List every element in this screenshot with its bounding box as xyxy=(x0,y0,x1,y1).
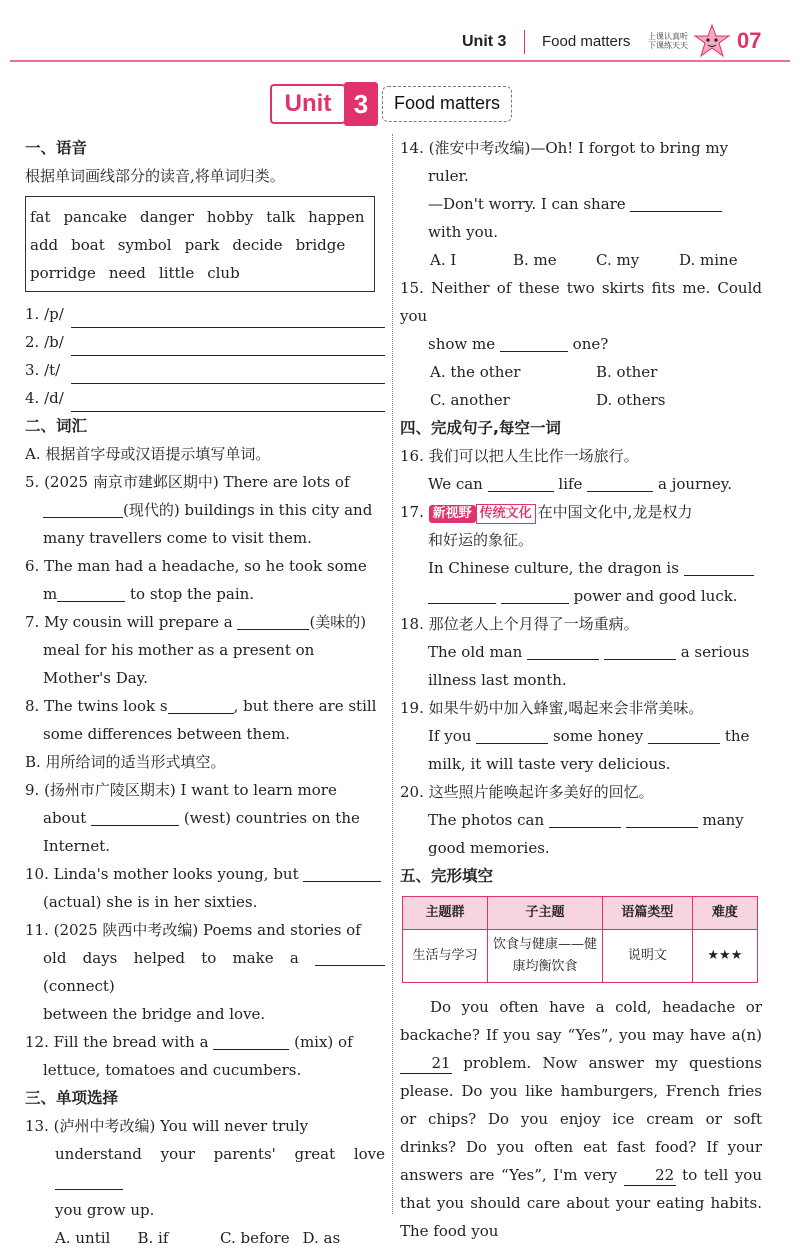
question-6: 6. The man had a headache, so he took some xyxy=(25,557,367,575)
options-15: A. the other B. other xyxy=(430,363,658,381)
answer-line: 1. /p/ xyxy=(25,300,385,328)
answer-blank[interactable] xyxy=(168,697,234,714)
answer-blank[interactable] xyxy=(587,475,653,492)
header-rule xyxy=(10,60,790,62)
unit-banner xyxy=(270,84,515,124)
answer-blank[interactable] xyxy=(604,643,676,660)
question-12: 12. Fill the bread with a (mix) of xyxy=(25,1033,353,1051)
question-15: 15. Neither of these two skirts fits me. Could you xyxy=(400,279,762,325)
question-5: 5. (2025 南京市建邺区期中) There are lots of xyxy=(25,473,350,491)
right-column: 14. (淮安中考改编)—Oh! I forgot to bring my ruler. —Don't worry. I can share with you. A. I B. me C. my D. mine 15. Neither of these two skirts fits me. Could you show me one? A. the other B. other C. another D. others 四、完成句子,每空一词 16. 我们可以把人生比作一场旅行。 We can life a journey. 17. 新视野 传统文化 在中国文化中,龙是权力 和好运的象征。 In Chinese culture, the dragon is power and good luck. 18. 那位老人上个月得了一场重病。 The old man a serious illness last month. 19. 如果牛奶中加入蜂蜜,喝起来会非常美味。 If you some honey the milk, it will taste very delicious. 20. 这些照片能唤起许多美好的回忆。 The photos can many good memories. 五、完形填空 主题群 子主题 语篇类型 难度 生活与学习 饮食与健康——健康均衡饮食 说明文 ★★★ Do you often have a cold, headache or backache? If you say “Yes”, you may have a(n) 21 problem. Now answer my questions please. Do you like hamburgers, French fries or chips? Do you enjoy ice cream or soft drinks? Do you often eat fast food? If your answers are “Yes”, I'm very 22 to tell you that you should care about your eating habits. The food you xyxy=(400,134,762,1245)
left-column: 一、语音 根据单词画线部分的读音,将单词归类。 fat pancake danger hobby talk happen add boat symbol park decide bridge porridge need little club 1. /p/ 2. /b/ 3. /t/ 4. /d/ 二、词汇 A. 根据首字母或汉语提示填写单词。 5. (2025 南京市建邺区期中) There are lots of (现代的) buildings in this city and many travellers come to visit them. 6. The man had a headache, so he took some m to stop the pain. 7. My cousin will prepare a (美味的) meal for his mother as a present on Mother's Day. 8. The twins look s , but there are still some differences between them. B. 用所给词的适当形式填空。 9. (扬州市广陵区期末) I want to learn more about (west) countries on the Internet. 10. Linda's mother looks young, but (actual) she is in her sixties. 11. (2025 陕西中考改编) Poems and stories of old days helped to make a (connect) between the bridge and love. 12. Fill the bread with a (mix) of lettuce, tomatoes and cucumbers. 三、单项选择 13. (泸州中考改编) You will never truly understand your parents' great love you grow up. A. until B. if C. before D. as xyxy=(25,134,385,1252)
cloze-blank-22[interactable]: 22 xyxy=(624,1165,676,1186)
word-row: add boat symbol park decide bridge xyxy=(30,236,346,254)
answer-blank[interactable] xyxy=(488,475,554,492)
header-title: Food matters xyxy=(542,33,631,50)
question-14: 14. (淮安中考改编)—Oh! I forgot to bring my xyxy=(400,139,729,157)
new-vision-tag: 新视野 xyxy=(429,505,476,523)
section-title: 一、语音 xyxy=(25,139,88,157)
question-10: 10. Linda's mother looks young, but xyxy=(25,860,385,888)
options-13: A. until B. if C. before D. as xyxy=(55,1229,341,1247)
answer-blank[interactable] xyxy=(57,585,125,602)
banner-title: Food matters xyxy=(382,86,512,122)
answer-blank[interactable] xyxy=(549,811,621,828)
answer-blank[interactable] xyxy=(630,195,722,212)
answer-blank[interactable] xyxy=(71,391,385,412)
answer-blank[interactable] xyxy=(684,559,754,576)
instruction: 根据单词画线部分的读音,将单词归类。 xyxy=(25,167,285,185)
answer-blank[interactable] xyxy=(55,1173,123,1190)
passage-info-table: 主题群 子主题 语篇类型 难度 生活与学习 饮食与健康——健康均衡饮食 说明文 ★★★ xyxy=(402,896,758,983)
section-title: 二、词汇 xyxy=(25,417,88,435)
question-11: 11. (2025 陕西中考改编) Poems and stories of xyxy=(25,921,361,939)
answer-blank[interactable] xyxy=(648,727,720,744)
header-slogan: 上课认真听 下课练天天 xyxy=(648,32,688,50)
answer-blank[interactable] xyxy=(91,809,179,826)
cloze-blank-21[interactable]: 21 xyxy=(400,1053,452,1074)
answer-blank[interactable] xyxy=(501,587,569,604)
question-8: 8. The twins look s , but there are still xyxy=(25,697,377,715)
question-20: 20. 这些照片能唤起许多美好的回忆。 xyxy=(400,783,654,801)
answer-blank[interactable] xyxy=(315,949,385,966)
word-row: porridge need little club xyxy=(30,264,240,282)
page-number: 07 xyxy=(737,28,762,53)
word-row: fat pancake danger hobby talk happen xyxy=(30,208,365,226)
part-instruction: B. 用所给词的适当形式填空。 xyxy=(25,753,226,771)
answer-blank[interactable] xyxy=(43,501,123,518)
answer-blank[interactable] xyxy=(500,335,568,352)
question-17: 17. 新视野 传统文化 在中国文化中,龙是权力 xyxy=(400,498,762,526)
culture-tag: 传统文化 xyxy=(476,504,536,524)
question-7: 7. My cousin will prepare a (美味的) xyxy=(25,613,367,631)
answer-blank[interactable] xyxy=(71,335,385,356)
word-box xyxy=(25,196,375,292)
header-unit: Unit 3 xyxy=(462,33,507,50)
question-9: 9. (扬州市广陵区期末) I want to learn more xyxy=(25,781,337,799)
question-13: 13. (泸州中考改编) You will never truly xyxy=(25,1117,309,1135)
answer-blank[interactable] xyxy=(71,307,385,328)
answer-blank[interactable] xyxy=(527,643,599,660)
part-instruction: A. 根据首字母或汉语提示填写单词。 xyxy=(25,445,271,463)
answer-blank[interactable] xyxy=(476,727,548,744)
header-separator xyxy=(524,30,525,54)
banner-unit: Unit xyxy=(270,84,346,124)
question-19: 19. 如果牛奶中加入蜂蜜,喝起来会非常美味。 xyxy=(400,699,704,717)
page-header xyxy=(0,0,800,62)
question-18: 18. 那位老人上个月得了一场重病。 xyxy=(400,615,639,633)
options-14: A. I B. me C. my D. mine xyxy=(430,251,738,269)
options-15: C. another D. others xyxy=(430,391,666,409)
answer-blank[interactable] xyxy=(237,613,309,630)
answer-blank[interactable] xyxy=(303,865,381,882)
answer-blank[interactable] xyxy=(213,1033,289,1050)
answer-blank[interactable] xyxy=(428,587,496,604)
section-title: 三、单项选择 xyxy=(25,1089,119,1107)
answer-line: 4. /d/ xyxy=(25,384,385,412)
banner-number: 3 xyxy=(344,82,378,126)
mascot-star-icon xyxy=(693,24,731,58)
section-title: 五、完形填空 xyxy=(400,867,494,885)
question-16: 16. 我们可以把人生比作一场旅行。 xyxy=(400,447,639,465)
section-title: 四、完成句子,每空一词 xyxy=(400,419,561,437)
answer-line: 3. /t/ xyxy=(25,356,385,384)
answer-blank[interactable] xyxy=(71,363,385,384)
column-divider xyxy=(392,134,393,1214)
cloze-passage: Do you often have a cold, headache or backache? If you say “Yes”, you may have a(n) 21 problem. Now answer my questions please. Do you like hamburgers, French fries or chips? Do you enjoy ice cream or soft drinks? Do you often eat fast food? If your answers are “Yes”, I'm very 22 to tell you that you should care about your eating habits. The food you xyxy=(400,998,762,1240)
answer-blank[interactable] xyxy=(626,811,698,828)
answer-line: 2. /b/ xyxy=(25,328,385,356)
